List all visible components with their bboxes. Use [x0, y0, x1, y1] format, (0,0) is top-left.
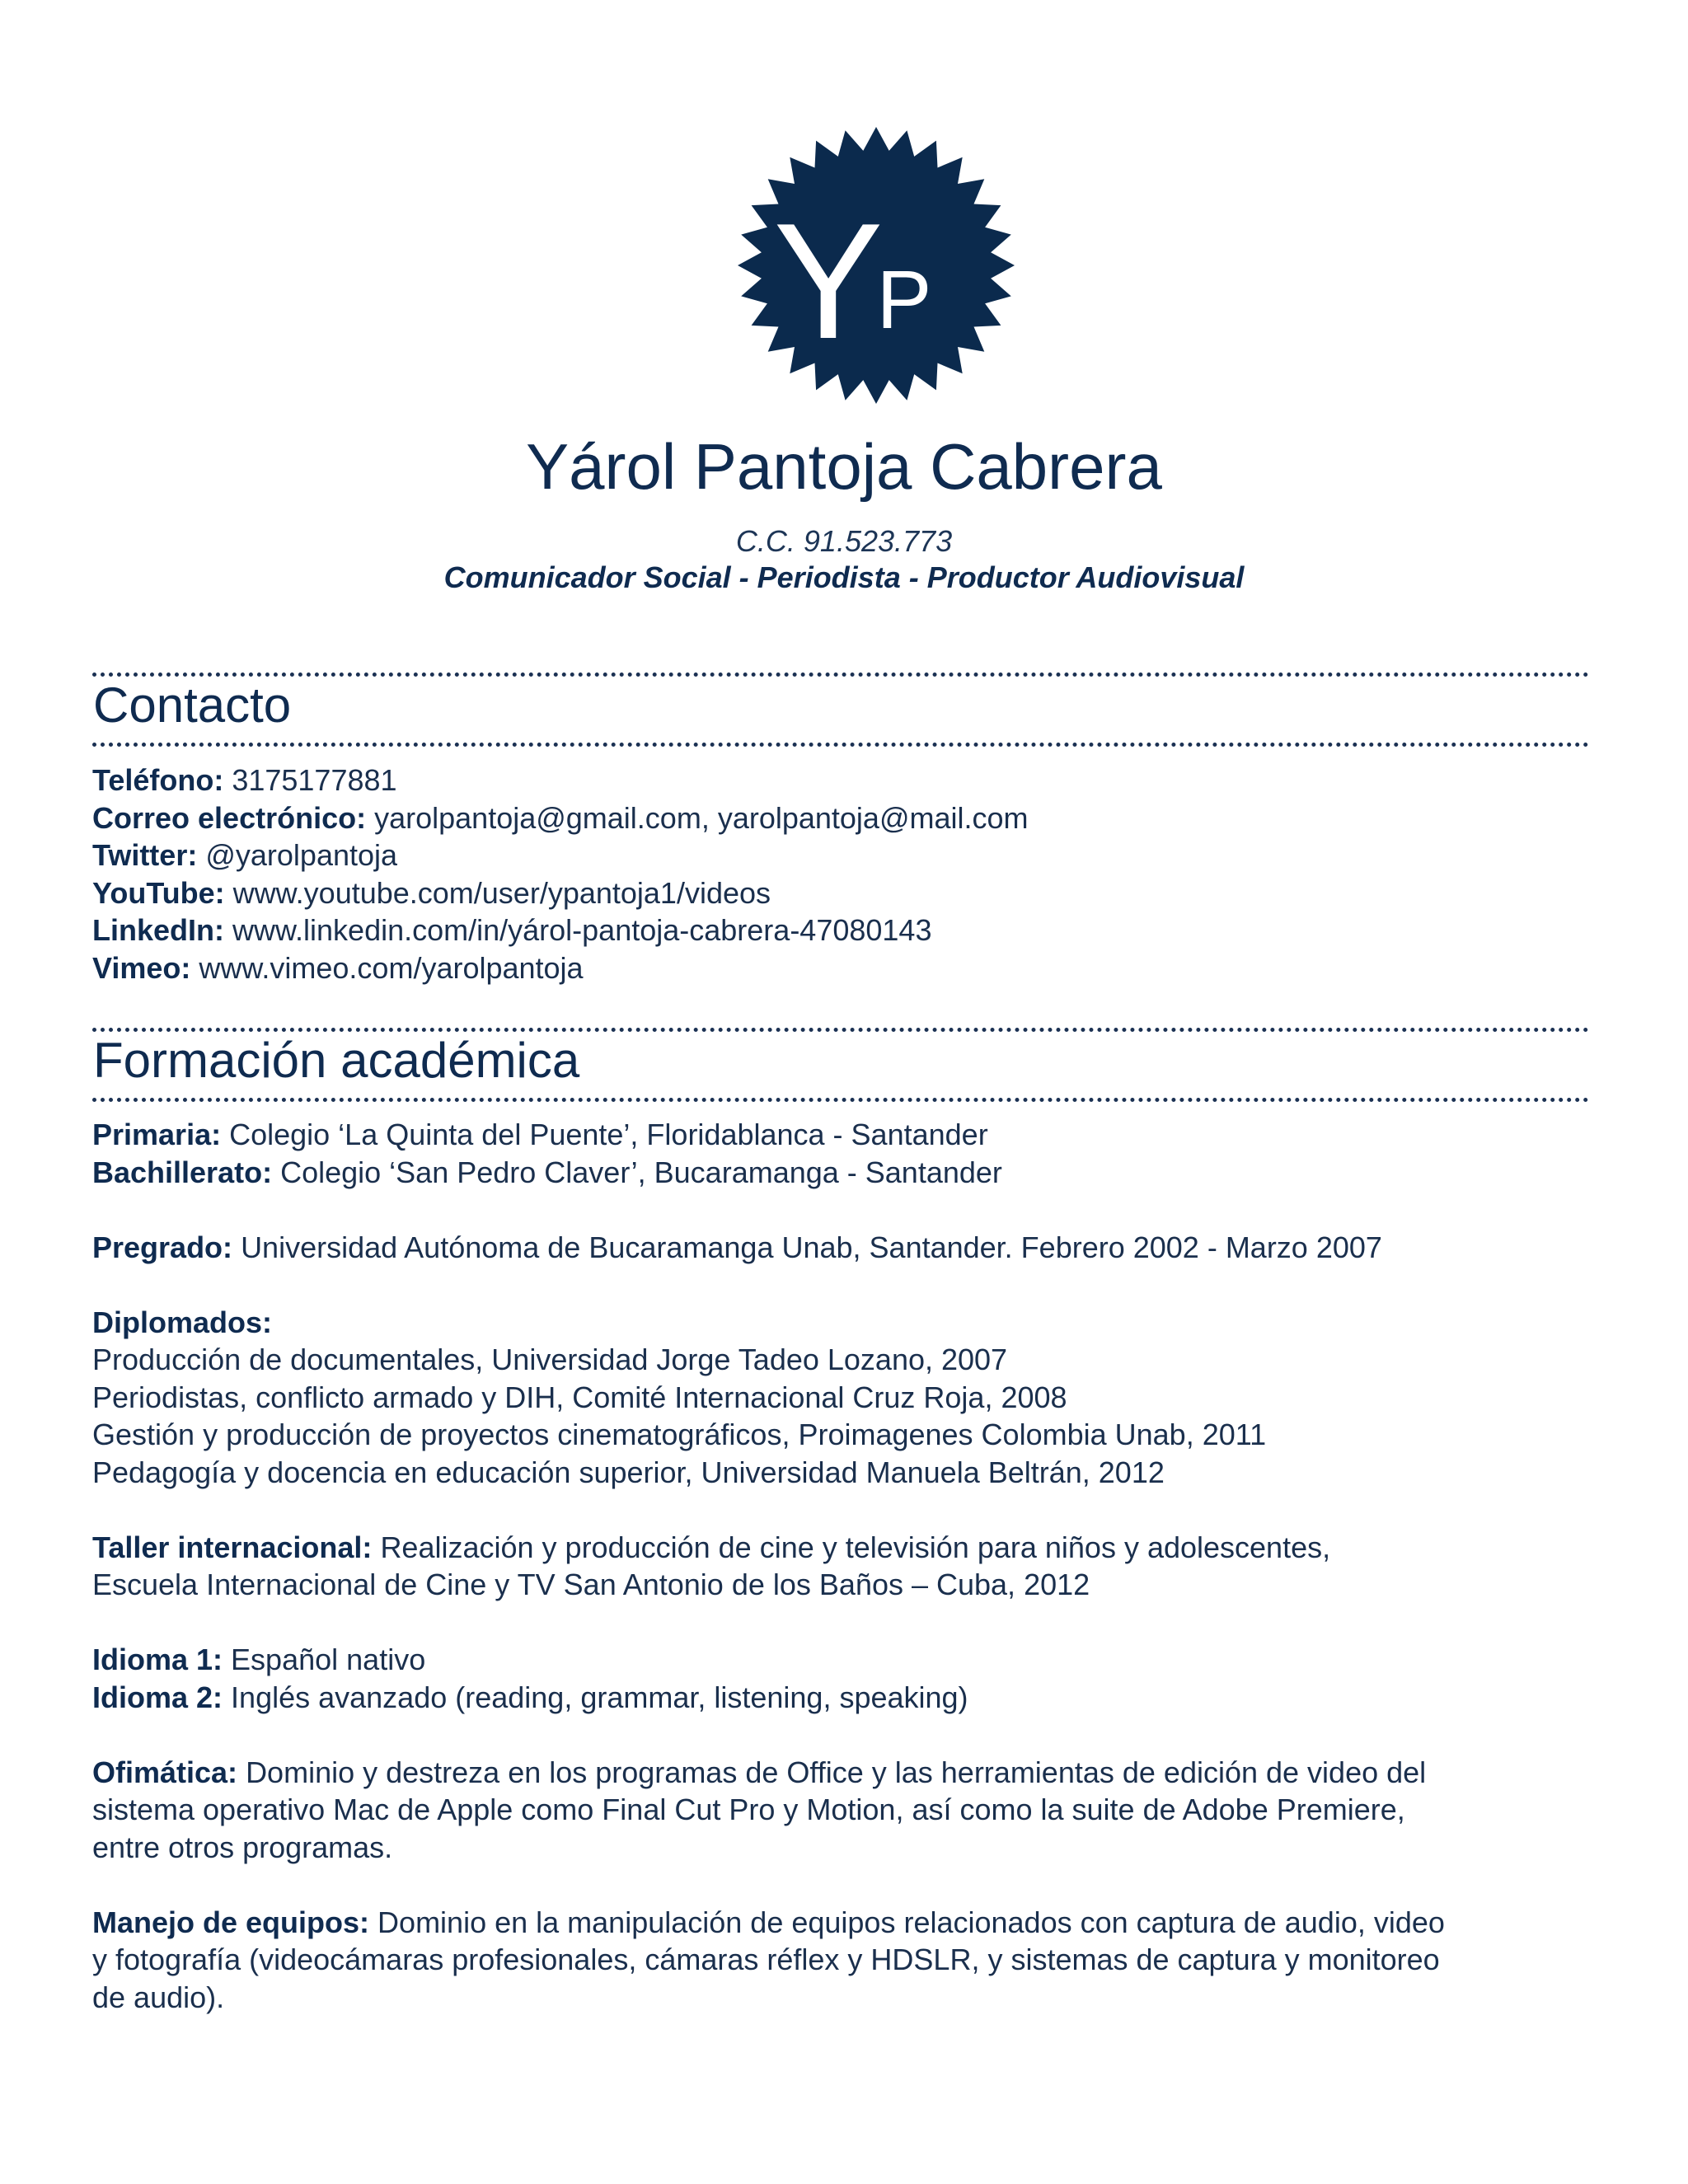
contact-youtube	[92, 874, 1576, 912]
person-name: Yárol Pantoja Cabrera	[526, 430, 1162, 503]
pregrado-value: Universidad Autónoma de Bucaramanga Unab, Santander. Febrero 2002 - Marzo 2007	[241, 1230, 1382, 1264]
yp-logo-seal	[736, 125, 1016, 405]
taller-value-line2: Escuela Internacional de Cine y TV San Antonio de los Baños – Cuba, 2012	[92, 1568, 1090, 1601]
section-divider	[92, 673, 1589, 677]
contact-email	[92, 799, 1576, 837]
equipos-label: Manejo de equipos:	[92, 1905, 370, 1939]
edu-equipos	[92, 1904, 1576, 1942]
phone-value: 3175177881	[232, 763, 397, 797]
ofimatica-line3: entre otros programas.	[92, 1830, 393, 1864]
contact-vimeo	[92, 949, 1576, 987]
svg-text:P: P	[876, 254, 932, 346]
ofimatica-line1: Dominio y destreza en los programas de Office y las herramientas de edición de video del	[246, 1755, 1427, 1789]
pregrado-label: Pregrado:	[92, 1230, 233, 1264]
equipos-line3: de audio).	[92, 1980, 225, 2014]
contacto-title: Contacto	[93, 677, 292, 733]
diplomados-label: Diplomados:	[92, 1305, 273, 1339]
seal-icon	[736, 125, 1016, 405]
youtube-value: www.youtube.com/user/ypantoja1/videos	[232, 875, 771, 910]
formacion-list	[92, 1116, 1576, 2016]
formacion-title: Formación académica	[93, 1033, 580, 1088]
bachillerato-label: Bachillerato:	[92, 1155, 273, 1189]
primaria-value: Colegio ‘La Quinta del Puente’, Floridablanca - Santander	[229, 1118, 988, 1151]
linkedin-value: www.linkedin.com/in/yárol-pantoja-cabrera-47080143	[232, 913, 932, 947]
contact-phone	[92, 762, 1576, 799]
linkedin-label: LinkedIn:	[92, 913, 224, 947]
idioma1-label: Idioma 1:	[92, 1643, 223, 1676]
edu-primaria	[92, 1116, 1576, 1154]
section-divider	[92, 1098, 1589, 1102]
edu-idioma1	[92, 1641, 1576, 1679]
twitter-label: Twitter:	[92, 838, 198, 872]
edu-idioma2	[92, 1679, 1576, 1717]
ofimatica-line2: sistema operativo Mac de Apple como Final Cut Pro y Motion, así como la suite de Adobe Premiere,	[92, 1793, 1405, 1826]
diplomado-item: Producción de documentales, Universidad Jorge Tadeo Lozano, 2007	[92, 1343, 1008, 1376]
phone-label: Teléfono:	[92, 763, 224, 797]
diplomado-item: Gestión y producción de proyectos cinematográficos, Proimagenes Colombia Unab, 2011	[92, 1418, 1267, 1451]
taller-label: Taller internacional:	[92, 1530, 373, 1564]
idioma2-label: Idioma 2:	[92, 1680, 223, 1714]
twitter-value: @yarolpantoja	[205, 838, 398, 872]
idioma1-value: Español nativo	[231, 1643, 426, 1676]
edu-ofimatica	[92, 1754, 1576, 1792]
bachillerato-value: Colegio ‘San Pedro Claver’, Bucaramanga - Santander	[280, 1155, 1002, 1189]
ofimatica-label: Ofimática:	[92, 1755, 238, 1789]
edu-pregrado	[92, 1229, 1576, 1267]
section-divider	[92, 743, 1589, 747]
taller-value-line1: Realización y producción de cine y televisión para niños y adolescentes,	[380, 1530, 1331, 1564]
equipos-line1: Dominio en la manipulación de equipos relacionados con captura de audio, video	[377, 1905, 1445, 1939]
svg-text:Y: Y	[773, 190, 884, 373]
primaria-label: Primaria:	[92, 1118, 222, 1151]
youtube-label: YouTube:	[92, 875, 225, 910]
id-number: C.C. 91.523.773	[735, 524, 953, 558]
idioma2-value: Inglés avanzado (reading, grammar, listening, speaking)	[231, 1680, 968, 1714]
diplomado-item: Pedagogía y docencia en educación superior, Universidad Manuela Beltrán, 2012	[92, 1455, 1165, 1489]
contact-linkedin	[92, 912, 1576, 949]
contacto-list	[92, 762, 1576, 987]
edu-taller	[92, 1529, 1576, 1567]
professional-role: Comunicador Social - Periodista - Productor Audiovisual	[443, 560, 1245, 594]
edu-bachillerato	[92, 1154, 1576, 1192]
email-value: yarolpantoja@gmail.com, yarolpantoja@mail.com	[374, 800, 1029, 835]
diplomado-item: Periodistas, conflicto armado y DIH, Comité Internacional Cruz Roja, 2008	[92, 1380, 1067, 1414]
vimeo-label: Vimeo:	[92, 950, 191, 985]
vimeo-value: www.vimeo.com/yarolpantoja	[199, 950, 584, 985]
email-label: Correo electrónico:	[92, 800, 367, 835]
contact-twitter	[92, 837, 1576, 874]
equipos-line2: y fotografía (videocámaras profesionales, cámaras réflex y HDSLR, y sistemas de captura y monitoreo	[92, 1943, 1440, 1976]
